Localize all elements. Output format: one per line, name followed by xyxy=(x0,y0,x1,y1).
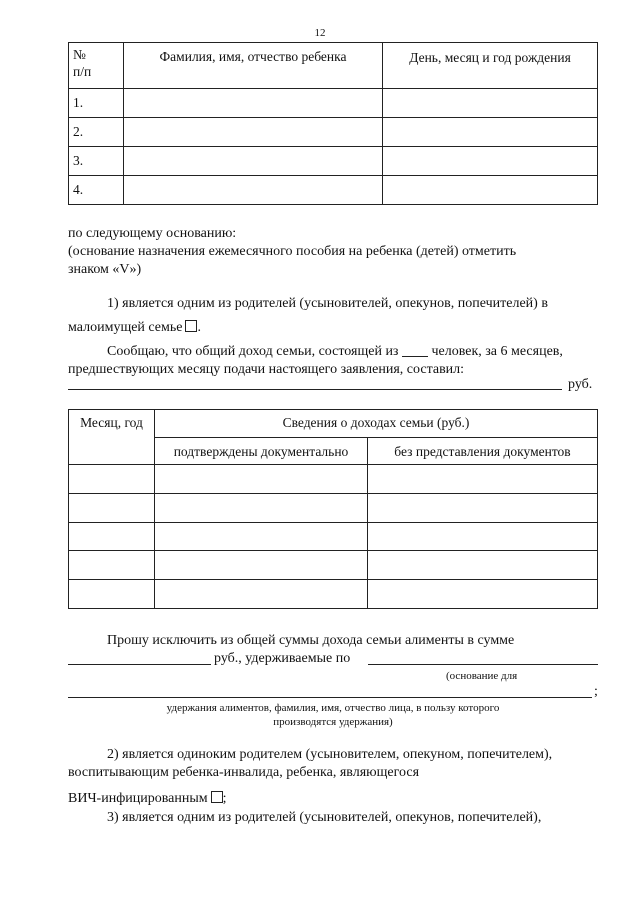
confirmed-cell[interactable] xyxy=(155,523,368,551)
header-birth-date: День, месяц и год рождения xyxy=(383,43,598,89)
option2-label: ВИЧ-инфицированным xyxy=(68,791,208,806)
unconfirmed-cell[interactable] xyxy=(368,465,598,494)
month-cell[interactable] xyxy=(69,523,155,551)
row-number: 2. xyxy=(69,118,124,147)
header-confirmed: подтверждены документально xyxy=(155,438,368,465)
child-name-cell[interactable] xyxy=(124,118,383,147)
option2-checkbox[interactable] xyxy=(211,791,223,803)
alimony-line2-text: руб., удерживаемые по xyxy=(214,651,351,666)
birth-date-cell[interactable] xyxy=(383,147,598,176)
child-name-cell[interactable] xyxy=(124,89,383,118)
basis-note-line2: знаком «V») xyxy=(68,262,142,277)
option1-line2 xyxy=(68,320,201,336)
header-month-year: Месяц, год xyxy=(69,410,155,465)
currency-label: руб. xyxy=(568,377,593,392)
option1-line1: 1) является одним из родителей (усыновителей, опекунов, попечителей) в xyxy=(107,296,548,311)
month-cell[interactable] xyxy=(69,580,155,609)
income-statement-text-a: Сообщаю, что общий доход семьи, состоящей из xyxy=(107,344,399,359)
unconfirmed-cell[interactable] xyxy=(368,523,598,551)
child-name-cell[interactable] xyxy=(124,147,383,176)
row-number: 3. xyxy=(69,147,124,176)
unconfirmed-cell[interactable] xyxy=(368,580,598,609)
children-table xyxy=(68,42,598,205)
option1-label: малоимущей семье xyxy=(68,320,183,335)
month-cell[interactable] xyxy=(69,494,155,523)
alimony-end-mark: ; xyxy=(594,684,598,699)
option2-line1: 2) является одиноким родителем (усыновителем, опекуном, попечителем), xyxy=(107,747,553,762)
row-number: 1. xyxy=(69,89,124,118)
alimony-hint2: удержания алиментов, фамилия, имя, отчество лица, в пользу которого xyxy=(166,702,500,714)
row-number: 4. xyxy=(69,176,124,205)
confirmed-cell[interactable] xyxy=(155,465,368,494)
family-size-field[interactable] xyxy=(402,344,428,357)
option2-line3 xyxy=(68,791,227,807)
basis-note-line1: (основание назначения ежемесячного пособия на ребенка (детей) отметить xyxy=(68,244,517,259)
income-table xyxy=(68,409,598,609)
header-child-name: Фамилия, имя, отчество ребенка xyxy=(124,43,383,89)
header-number: № п/п xyxy=(69,43,124,89)
confirmed-cell[interactable] xyxy=(155,580,368,609)
basis-intro: по следующему основанию: xyxy=(68,226,237,241)
alimony-line1: Прошу исключить из общей суммы дохода семьи алименты в сумме xyxy=(107,633,515,648)
header-unconfirmed: без представления документов xyxy=(368,438,598,465)
alimony-amount-field[interactable] xyxy=(68,664,211,665)
option2-semicolon: ; xyxy=(222,791,227,806)
birth-date-cell[interactable] xyxy=(383,176,598,205)
birth-date-cell[interactable] xyxy=(383,118,598,147)
confirmed-cell[interactable] xyxy=(155,551,368,580)
unconfirmed-cell[interactable] xyxy=(368,494,598,523)
confirmed-cell[interactable] xyxy=(155,494,368,523)
option1-checkbox[interactable] xyxy=(185,320,197,332)
option2-line2: воспитывающим ребенка-инвалида, ребенка, являющегося xyxy=(68,765,420,780)
birth-date-cell[interactable] xyxy=(383,89,598,118)
child-name-cell[interactable] xyxy=(124,176,383,205)
income-statement-line1 xyxy=(107,344,563,360)
alimony-hint3: производятся удержания) xyxy=(273,716,393,728)
alimony-basis-field[interactable] xyxy=(368,664,598,665)
option3-line1: 3) является одним из родителей (усыновителей, опекунов, попечителей), xyxy=(107,810,542,825)
alimony-hint1: (основание для xyxy=(446,670,518,682)
unconfirmed-cell[interactable] xyxy=(368,551,598,580)
header-income-info: Сведения о доходах семьи (руб.) xyxy=(155,410,598,438)
income-statement-line2: предшествующих месяцу подачи настоящего заявления, составил: xyxy=(68,362,465,377)
page-number: 12 xyxy=(314,27,326,39)
income-statement-text-b: человек, за 6 месяцев, xyxy=(431,344,563,359)
month-cell[interactable] xyxy=(69,465,155,494)
total-income-field[interactable] xyxy=(68,389,562,390)
alimony-details-field[interactable] xyxy=(68,697,592,698)
month-cell[interactable] xyxy=(69,551,155,580)
option1-period: . xyxy=(197,320,201,335)
